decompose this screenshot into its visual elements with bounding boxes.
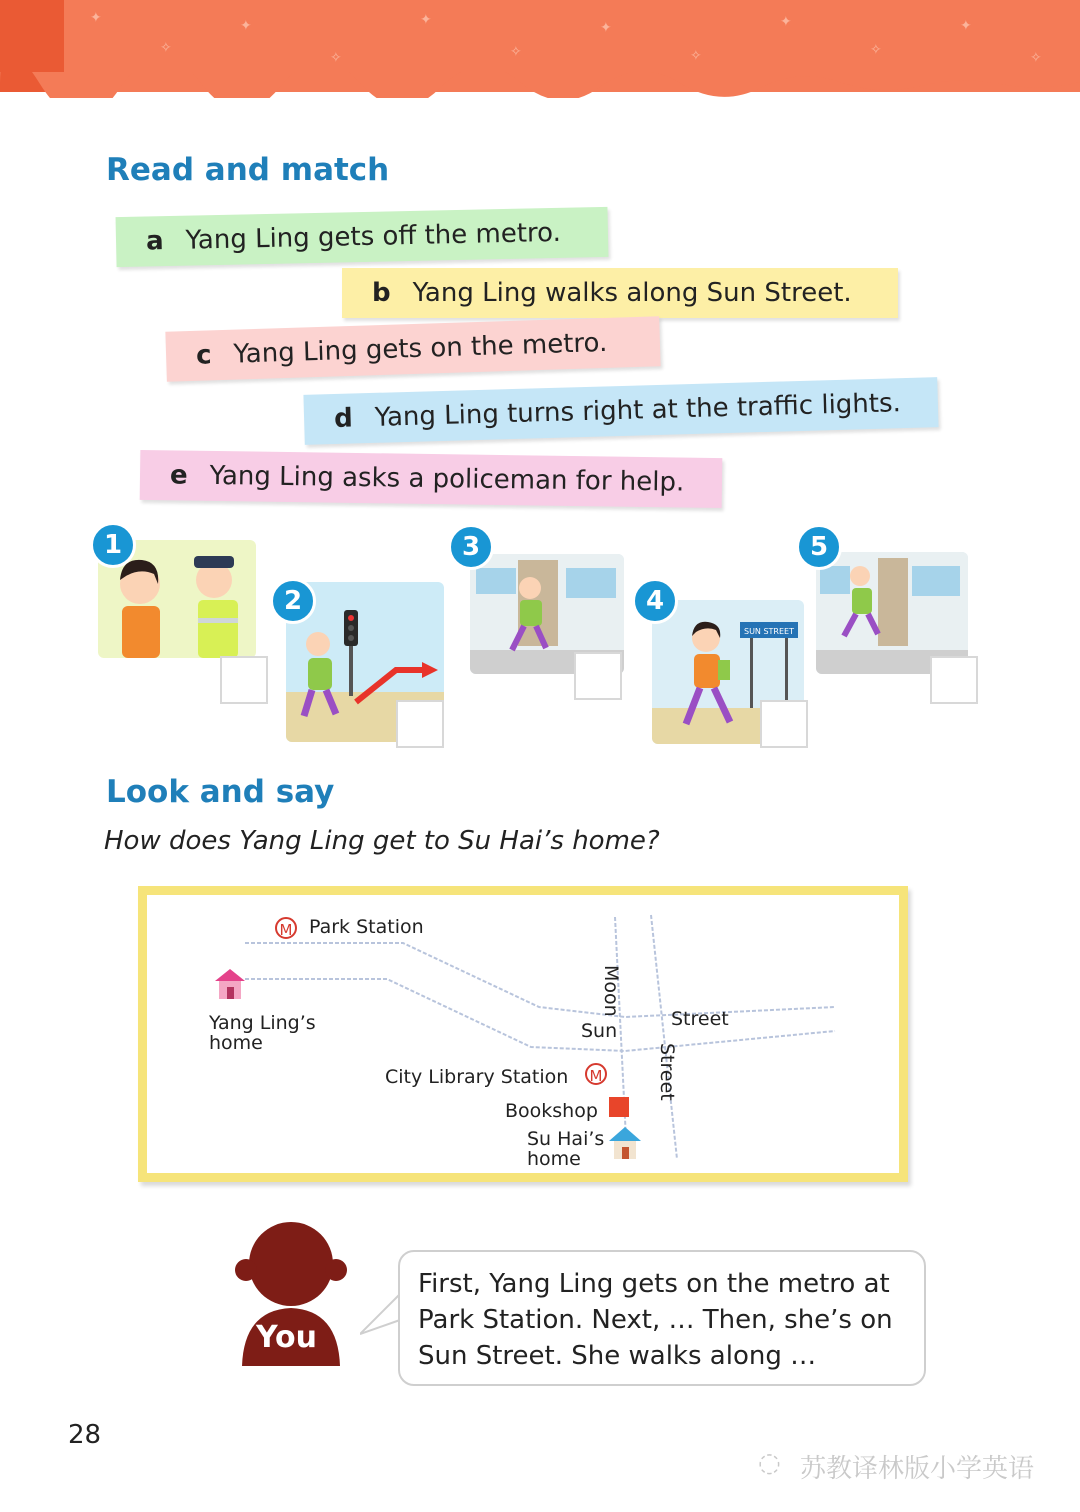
answer-box-2[interactable] (396, 700, 444, 748)
star-icon: ✧ (870, 42, 882, 58)
sentence-letter: b (372, 278, 391, 308)
sentence-text: Yang Ling gets off the metro. (185, 217, 562, 256)
star-icon: ✧ (160, 40, 172, 56)
house-icon (213, 967, 247, 1001)
sun-street-label-sun: Sun (581, 1020, 618, 1042)
sentence-letter: c (195, 340, 212, 371)
speech-bubble-tail (360, 1290, 402, 1350)
city-library-station-label: City Library Station (385, 1066, 569, 1088)
star-icon: ✦ (600, 20, 612, 36)
picture-number-badge: 2 (270, 578, 316, 624)
picture-number-badge: 5 (796, 524, 842, 570)
section-title-look-and-say: Look and say (106, 774, 335, 810)
square-marker-icon (609, 1097, 629, 1117)
sentence-letter: e (169, 460, 188, 491)
section-title-read-and-match: Read and match (106, 152, 390, 188)
star-icon: ✦ (240, 18, 252, 34)
banner-torn-edge (0, 72, 1080, 98)
star-icon: ✧ (330, 50, 342, 66)
answer-box-1[interactable] (220, 656, 268, 704)
question-text: How does Yang Ling get to Su Hai’s home? (104, 826, 660, 856)
speech-bubble (398, 1250, 926, 1386)
sentence-letter: d (333, 403, 354, 435)
speech-line-3: Sun Street. She walks along … (418, 1341, 817, 1371)
sentence-strip-d (303, 377, 938, 445)
answer-box-3[interactable] (574, 652, 622, 700)
sentence-letter: a (145, 226, 164, 257)
star-icon: ✧ (1030, 50, 1042, 66)
sentence-strip-c (165, 316, 660, 381)
su-hai-home-label: Su Hai’s (527, 1128, 605, 1150)
star-icon: ✧ (690, 48, 702, 64)
picture-number-badge: 1 (90, 522, 136, 568)
watermark-text: 苏教译林版小学英语 (800, 1454, 1035, 1484)
picture-number-badge: 4 (632, 578, 678, 624)
bookshop-label: Bookshop (505, 1100, 598, 1122)
speech-line-1: First, Yang Ling gets on the metro at (418, 1269, 890, 1299)
metro-icon: M (275, 917, 297, 939)
moon-street-label-street: Street (656, 1043, 678, 1101)
star-icon: ✦ (420, 12, 432, 28)
sentence-text: Yang Ling turns right at the traffic lights. (374, 388, 902, 433)
star-icon: ✦ (90, 10, 102, 26)
yang-ling-home-label-line2: home (209, 1032, 263, 1054)
star-icon: ✦ (780, 14, 792, 30)
sentence-text: Yang Ling asks a policeman for help. (209, 460, 685, 498)
sentence-strip-b (342, 268, 898, 318)
picture-number-badge: 3 (448, 524, 494, 570)
answer-box-4[interactable] (760, 700, 808, 748)
you-label: You (256, 1320, 317, 1355)
su-hai-home-label-line2: home (527, 1148, 581, 1170)
answer-box-5[interactable] (930, 656, 978, 704)
sentence-strip-a (116, 207, 609, 267)
yang-ling-home-label: Yang Ling’s (209, 1012, 316, 1034)
sentence-text: Yang Ling walks along Sun Street. (412, 278, 852, 308)
wechat-icon: ◌ (758, 1448, 781, 1478)
top-banner (0, 0, 1080, 92)
park-station-label: Park Station (309, 916, 424, 938)
star-icon: ✧ (510, 44, 522, 60)
route-map (138, 886, 908, 1182)
sun-street-sign-text: SUN STREET (744, 627, 794, 636)
speech-line-2: Park Station. Next, … Then, she’s on (418, 1305, 893, 1335)
metro-icon: M (585, 1063, 607, 1085)
sun-street-label-street: Street (671, 1008, 729, 1030)
sentence-text: Yang Ling gets on the metro. (233, 327, 608, 370)
house-icon (607, 1125, 643, 1161)
moon-street-label-moon: Moon (600, 965, 622, 1017)
sentence-strip-e (140, 450, 723, 508)
page-number: 28 (68, 1420, 102, 1450)
star-icon: ✦ (960, 18, 972, 34)
